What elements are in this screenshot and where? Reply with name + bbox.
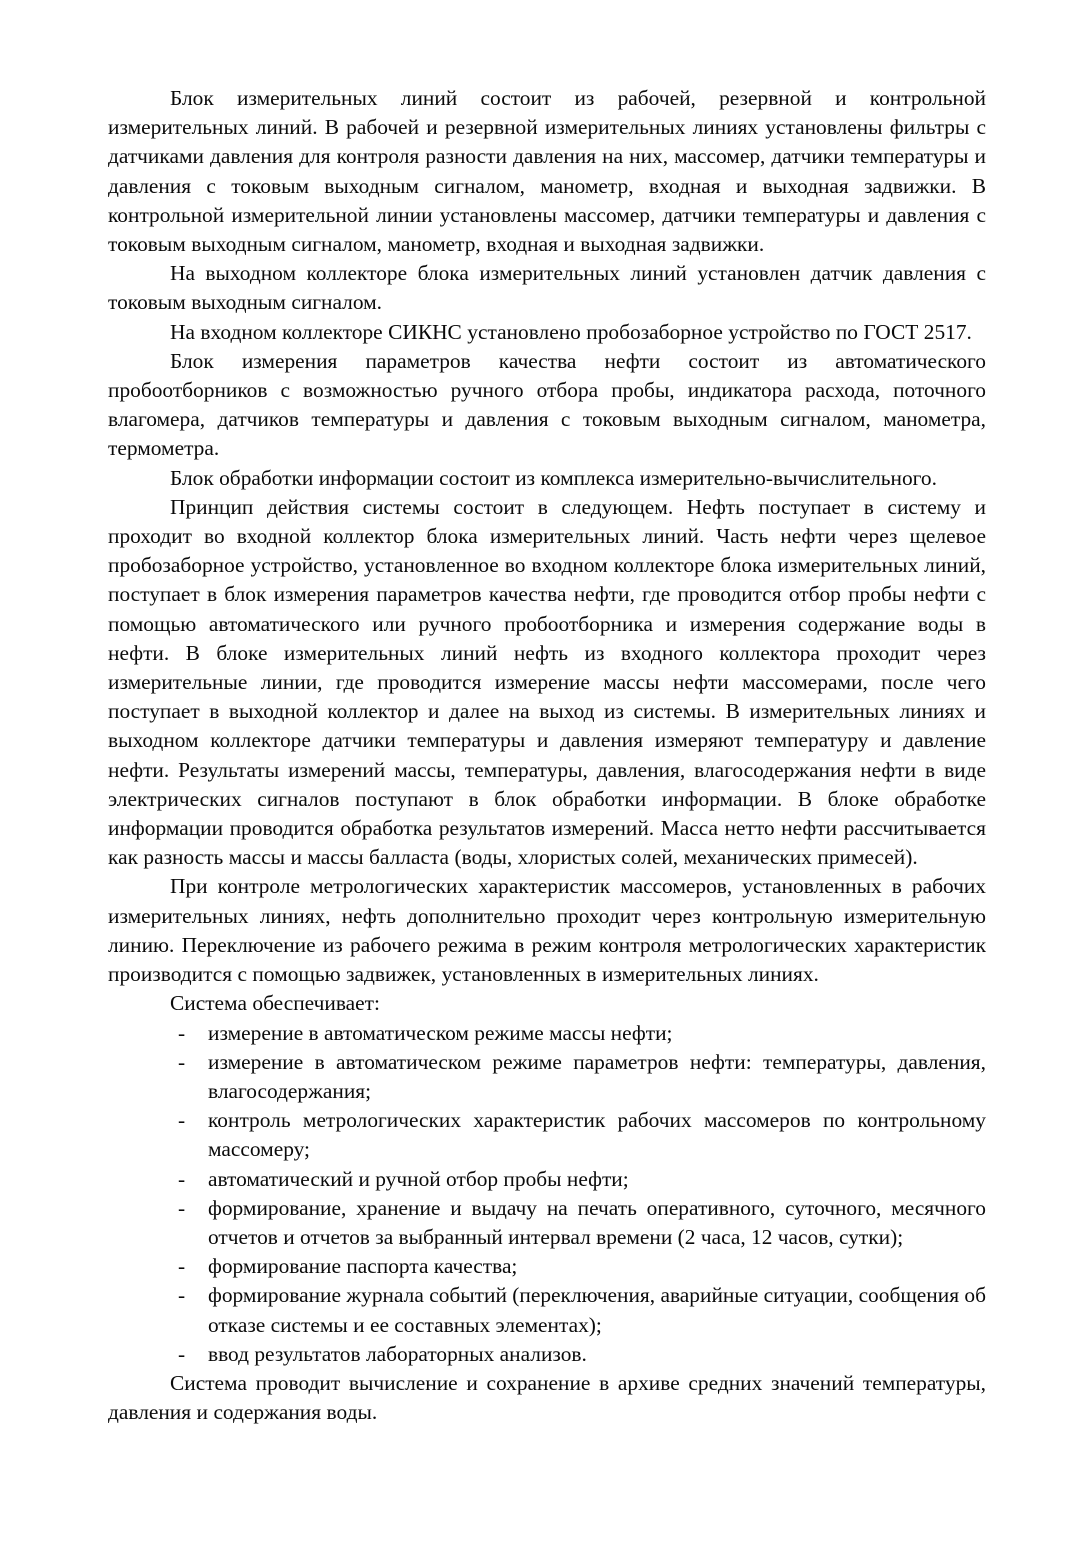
system-capabilities-list [108, 1019, 986, 1369]
list-item-label: контроль метрологических характеристик рабочих массомеров по контрольному массомеру; [208, 1108, 986, 1162]
list-bullet-dash-icon: - [178, 1195, 186, 1220]
paragraph-1: Блок измерительных линий состоит из рабочей, резервной и контрольной измерительных линий. В рабочей и резервной измерительных линиях установлены фильтры с датчиками давления для контроля разности давления на них, массомер, датчики температуры и давления с токовым выходным сигналом, манометр, входная и выходная задвижки. В контрольной измерительной линии установлены массомер, датчики температуры и давления с токовым выходным сигналом, манометр, входная и выходная задвижки. [108, 86, 986, 257]
list-item [108, 1106, 986, 1164]
paragraph-8-list-intro: Система обеспечивает: [170, 991, 380, 1016]
list-bullet-dash-icon: - [178, 1049, 186, 1074]
list-bullet-dash-icon: - [178, 1108, 186, 1133]
list-item-label: измерение в автоматическом режиме массы нефти; [208, 1020, 673, 1045]
list-bullet-dash-icon: - [178, 1166, 186, 1191]
list-item-label: формирование паспорта качества; [208, 1254, 518, 1279]
list-item-label: измерение в автоматическом режиме параметров нефти: температуры, давления, влагосодержания; [208, 1049, 986, 1103]
paragraph-4: Блок измерения параметров качества нефти состоит из автоматического пробоотборников с возможностью ручного отбора пробы, индикатора расхода, поточного влагомера, датчиков температуры и давления с токовым выходным сигналом, манометра, термометра. [108, 348, 986, 461]
list-item [108, 1165, 986, 1194]
paragraph-3: На входном коллекторе СИКНС установлено пробозаборное устройство по ГОСТ 2517. [170, 319, 972, 344]
paragraph-2: На выходном коллекторе блока измерительных линий установлен датчик давления с токовым выходным сигналом. [108, 261, 986, 315]
list-item-label: ввод результатов лабораторных анализов. [208, 1341, 587, 1366]
list-item-label: формирование журнала событий (переключения, аварийные ситуации, сообщения об отказе системы и ее составных элементах); [208, 1283, 986, 1337]
paragraph-6: Принцип действия системы состоит в следующем. Нефть поступает в систему и проходит во входной коллектор блока измерительных линий. Часть нефти через щелевое пробозаборное устройство, установленное во входном коллекторе блока измерительных линий, поступает в блок измерения параметров качества нефти, где проводится отбор пробы нефти с помощью автоматического или ручного пробоотборника и измерения содержание воды в нефти. В блоке измерительных линий нефть из входного коллектора проходит через измерительные линии, где проводится измерение массы нефти массомерами, после чего поступает в выходной коллектор и далее на выход из системы. В измерительных линиях и выходном коллекторе датчики температуры и давления измеряют температуру и давление нефти. Результаты измерений массы, температуры, давления, влагосодержания нефти в виде электрических сигналов поступают в блок обработки информации. В блоке обработке информации проводится обработка результатов измерений. Масса нетто нефти рассчитывается как разность массы и массы балласта (воды, хлористых солей, механических примесей). [108, 494, 986, 870]
paragraph-7: При контроле метрологических характеристик массомеров, установленных в рабочих измерительных линиях, нефть дополнительно проходит через контрольную измерительную линию. Переключение из рабочего режима в режим контроля метрологических характеристик производится с помощью задвижек, установленных в измерительных линиях. [108, 874, 986, 987]
page-text-block [108, 84, 986, 1427]
paragraph-5: Блок обработки информации состоит из комплекса измерительно-вычислительного. [170, 465, 937, 490]
list-bullet-dash-icon: - [178, 1341, 186, 1366]
list-item [108, 1281, 986, 1339]
list-item [108, 1194, 986, 1252]
list-item [108, 1252, 986, 1281]
list-bullet-dash-icon: - [178, 1020, 186, 1045]
list-item [108, 1340, 986, 1369]
list-item-label: автоматический и ручной отбор пробы нефти; [208, 1166, 629, 1191]
list-item [108, 1019, 986, 1048]
list-item-label: формирование, хранение и выдачу на печать оперативного, суточного, месячного отчетов и отчетов за выбранный интервал времени (2 часа, 12 часов, сутки); [208, 1195, 986, 1249]
paragraph-9: Система проводит вычисление и сохранение в архиве средних значений температуры, давления и содержания воды. [108, 1370, 986, 1425]
list-bullet-dash-icon: - [178, 1283, 186, 1308]
list-item [108, 1048, 986, 1106]
list-bullet-dash-icon: - [178, 1254, 186, 1279]
